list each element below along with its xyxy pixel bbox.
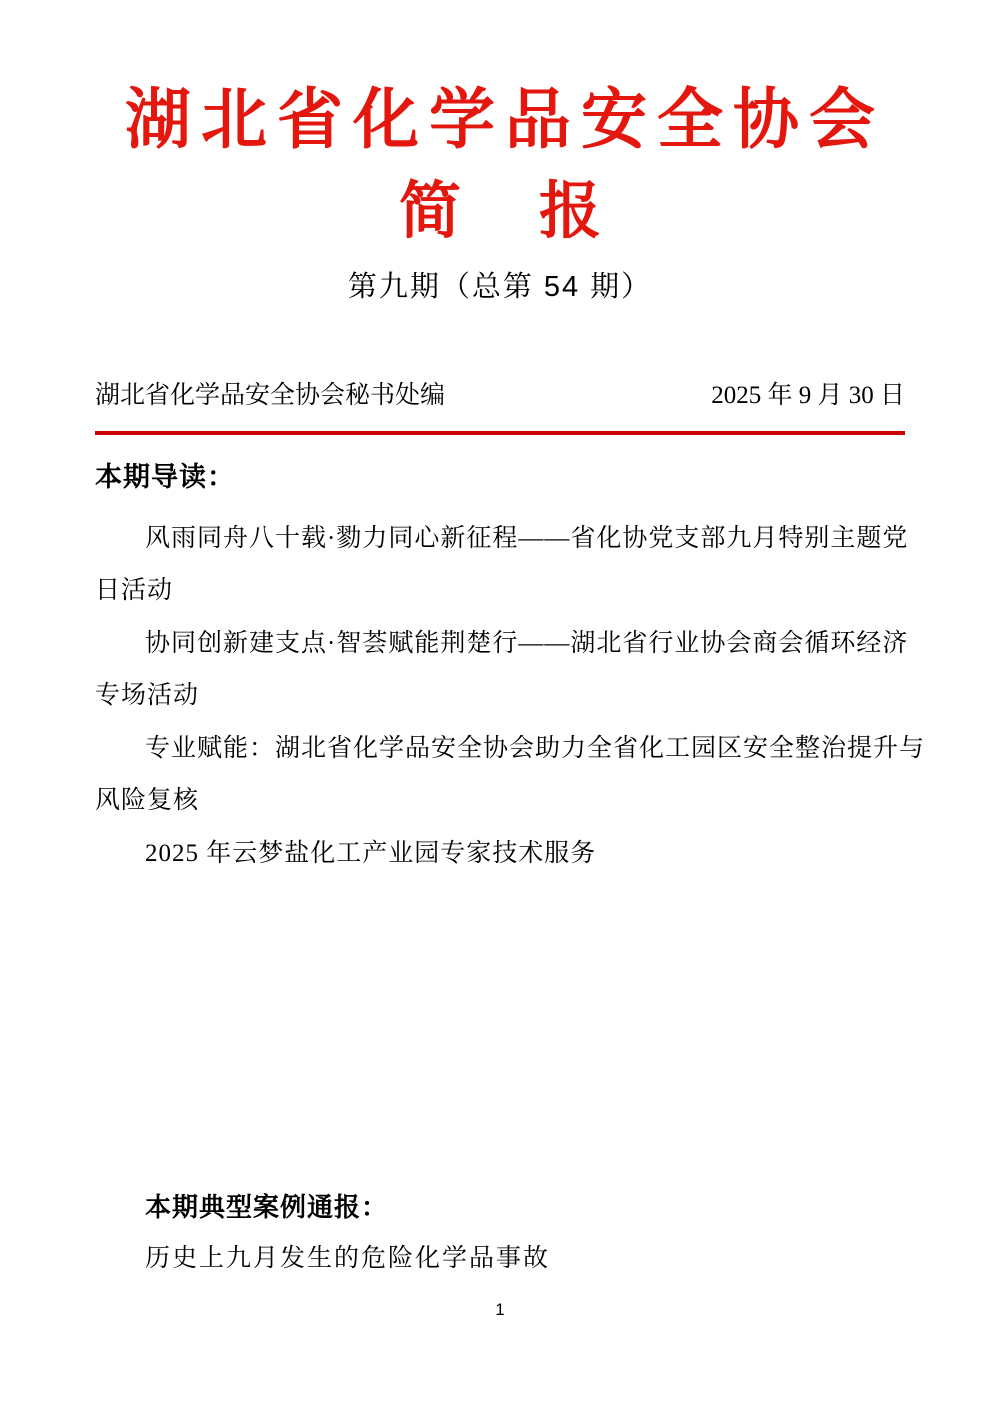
editor-credit: 湖北省化学品安全协会秘书处编 xyxy=(95,382,446,410)
toc-line: 风险复核 xyxy=(95,787,200,815)
toc-list xyxy=(95,513,926,881)
toc-line: 2025 年云梦盐化工产业园专家技术服务 xyxy=(145,839,597,867)
bulletin-title: 简 报 xyxy=(398,177,609,246)
toc-line: 专业赋能：湖北省化学品安全协会助力全省化工园区安全整治提升与 xyxy=(145,734,926,762)
organization-title: 湖北省化学品安全协会 xyxy=(125,84,885,157)
issue-number: 第九期（总第 54 期） xyxy=(347,271,653,304)
toc-heading: 本期导读： xyxy=(95,461,235,492)
cases-heading: 本期典型案例通报： xyxy=(145,1192,389,1223)
publication-date: 2025 年 9 月 30 日 xyxy=(711,382,905,410)
toc-line: 协同创新建支点·智荟赋能荆楚行——湖北省行业协会商会循环经济 xyxy=(145,629,909,657)
case-item: 历史上九月发生的危险化学品事故 xyxy=(145,1245,551,1273)
toc-line: 风雨同舟八十载·勠力同心新征程——省化协党支部九月特别主题党 xyxy=(145,524,909,552)
toc-line: 日活动 xyxy=(95,577,174,605)
divider-rule xyxy=(95,431,905,435)
page-number: 1 xyxy=(495,1300,505,1319)
toc-line: 专场活动 xyxy=(95,682,200,710)
publication-meta-row xyxy=(95,379,905,413)
